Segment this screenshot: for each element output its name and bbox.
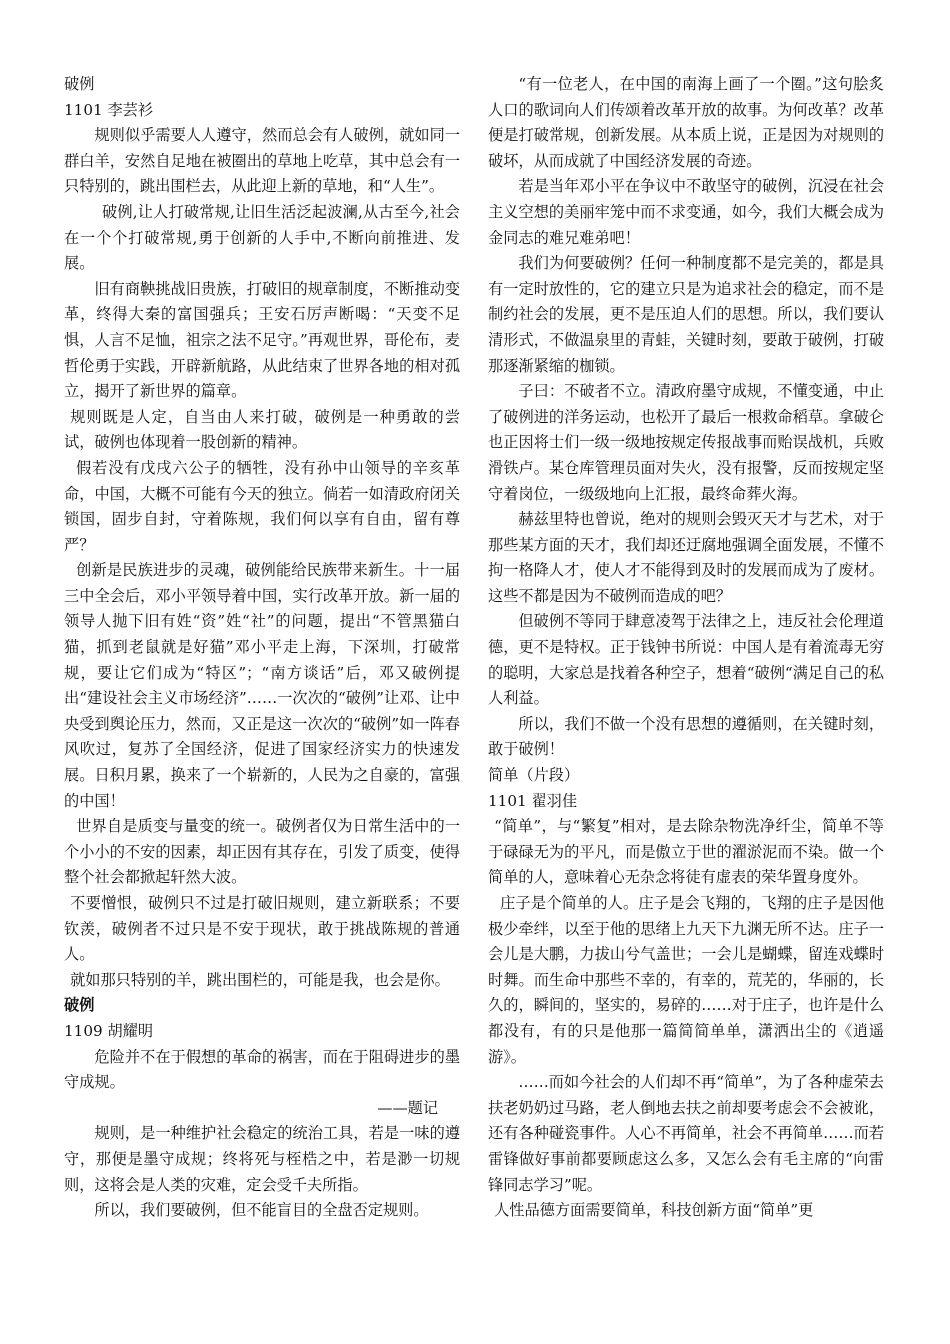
paragraph: 若是当年邓小平在争议中不敢坚守的破例，沉浸在社会主义空想的美丽牢笼中而不求变通，如今，我们大概会成为金同志的难兄难弟吧！ — [488, 177, 884, 247]
right-column — [488, 72, 884, 1344]
paragraph: 所以，我们不做一个没有思想的遵循则，在关键时刻，敢于破例！ — [488, 714, 884, 759]
paragraph: 危险并不在于假想的革命的祸害，而在于阻碍进步的墨守成规。 — [64, 1047, 460, 1092]
paragraph: 规则既是人定，自当由人来打破，破例是一种勇敢的尝试，破例也体现着一股创新的精神。 — [64, 407, 460, 452]
paragraph: 人性品德方面需要简单，科技创新方面“简单”更 — [494, 1201, 814, 1220]
left-column — [64, 72, 460, 1344]
paragraph: “有一位老人，在中国的南海上画了一个圈。”这句脍炙人口的歌词向人们传颂着改革开放的故事。为何改革？改革便是打破常规，创新发展。从本质上说，正是因为对规则的破坏，从而成就了中国经济发展的奇迹。 — [488, 75, 884, 170]
paragraph: “简单”，与“繁复”相对，是去除杂物洗净纤尘，简单不等于碌碌无为的平凡，而是傲立于世的濯淤泥而不染。做一个简单的人，意味着心无杂念将徒有虚表的荣华置身度外。 — [488, 817, 884, 887]
paragraph: 但破例不等同于肆意凌驾于法律之上，违反社会伦理道德，更不是特权。正于钱钟书所说：中国人是有着流毒无穷的聪明，大家总是找着各种空子，想着“破例“满足自己的私人利益。 — [488, 612, 884, 708]
paragraph: 创新是民族进步的灵魂，破例能给民族带来新生。十一届三中全会后，邓小平领导着中国，实行改革开放。新一届的领导人抛下旧有姓“资”姓“社”的问题，提出“不管黑猫白猫，抓到老鼠就是好猫”邓小平走上海，下深圳，打破常规，要让它们成为“特区”；“南方谈话”后，邓又破例提出“建设社会主义市场经济”……一次次的“破例”让邓、让中央受到舆论压力，然而，又正是这一次次的“破例”如一阵春风吹过，复苏了全国经济，促进了国家经济实力的快速发展。日积月累，换来了一个崭新的，人民为之自豪的，富强的中国！ — [64, 561, 460, 810]
paragraph: 规则似乎需要人人遵守，然而总会有人破例，就如同一群白羊，安然自足地在被圈出的草地上吃草，其中总会有一只特别的，跳出围栏去，从此迎上新的草地，和“人生”。 — [64, 126, 460, 196]
paragraph: 所以，我们要破例，但不能盲目的全盘否定规则。 — [94, 1201, 429, 1220]
essay-author: 1101 李芸衫 — [64, 100, 154, 119]
essay-title: 破例 — [64, 996, 95, 1015]
epigraph-attribution: ——题记 — [377, 1098, 438, 1117]
essay-author: 1101 翟羽佳 — [488, 791, 578, 810]
paragraph: 假若没有戊戌六公子的牺牲，没有孙中山领导的辛亥革命，中国，大概不可能有今天的独立。倘若一如清政府闭关锁国，固步自封，守着陈规，我们何以享有自由，留有尊严？ — [64, 458, 460, 554]
paragraph: 我们为何要破例？任何一种制度都不是完美的，都是具有一定时放性的，它的建立只是为追求社会的稳定，而不是制约社会的发展，更不是压迫人们的思想。所以，我们要认清形式，不做温泉里的青蛙，关键时刻，要敢于破例，打破那逐渐紧缩的枷锁。 — [488, 254, 884, 375]
paragraph: 庄子是个简单的人。庄子是会飞翔的，飞翔的庄子是因他极少牵绊，以至于他的思绪上九天下九渊无所不达。庄子一会儿是大鹏，力拔山兮气盖世；一会儿是蝴蝶，留连戏蝶时时舞。而生命中那些不幸的，有幸的，荒芜的，华丽的，长久的，瞬间的，坚实的，易碎的……对于庄子，也许是什么都没有，有的只是他那一篇简简单单，潇洒出尘的《逍遥游》。 — [488, 894, 884, 1066]
paragraph: 就如那只特别的羊，跳出围栏的，可能是我，也会是你。 — [70, 970, 450, 989]
paragraph: 赫兹里特也曾说，绝对的规则会毁灭天才与艺术，对于那些某方面的天才，我们却还迂腐地强调全面发展，不懂不拘一格降人才，使人才不能得到及时的发展而成为了废材。这些不都是因为不破例而造成的吧？ — [488, 510, 884, 605]
paragraph: 世界自是质变与量变的统一。破例者仅为日常生活中的一个小小的不安的因素，却正因有其存在，引发了质变，使得整个社会都掀起轩然大波。 — [64, 817, 460, 887]
paragraph: 不要憎恨，破例只不过是打破旧规则，建立新联系；不要钦羡，破例者不过只是不安于现状，敢于挑战陈规的普通人。 — [64, 894, 460, 964]
essay-title: 破例 — [64, 75, 95, 93]
essay-title: 简单（片段） — [488, 766, 580, 785]
paragraph: 规则，是一种维护社会稳定的统治工具，若是一味的遵守，那便是墨守成规；终将死与桎梏之中，若是渺一切规则，这将会是人类的灾难，定会受千夫所指。 — [64, 1124, 460, 1194]
paragraph: 破例,让人打破常规,让旧生活泛起波澜,从古至今,社会在一个个打破常规,勇于创新的人手中,不断向前推进、发展。 — [64, 202, 460, 273]
paragraph: 子曰：不破者不立。清政府墨守成规，不懂变通，中止了破例进的洋务运动，也松开了最后一根救命稻草。拿破仑也正因将士们一级一级地按规定传报战事而贻误战机，兵败滑铁卢。某仓库管理员面对失火，没有报警，反而按规定坚守着岗位，一级级地向上汇报，最终命葬火海。 — [488, 382, 884, 503]
essay-author: 1109 胡耀明 — [64, 1021, 154, 1040]
paragraph: 旧有商鞅挑战旧贵族，打破旧的规章制度，不断推动变革，终得大秦的富国强兵；王安石厉声断喝：“天变不足惧，人言不足恤，祖宗之法不足守。”再观世界，哥伦布，麦哲伦勇于实践，开辟新航路，从此结束了世界各地的相对孤立，揭开了新世界的篇章。 — [64, 279, 460, 401]
paragraph: ……而如今社会的人们却不再“简单”，为了各种虚荣去扶老奶奶过马路，老人倒地去扶之前却要考虑会不会被讹，还有各种碰瓷事件。人心不再简单，社会不再简单……而若雷锋做好事前都要顾虑这么多，又怎么会有毛主席的“向雷锋同志学习”呢。 — [488, 1073, 884, 1194]
